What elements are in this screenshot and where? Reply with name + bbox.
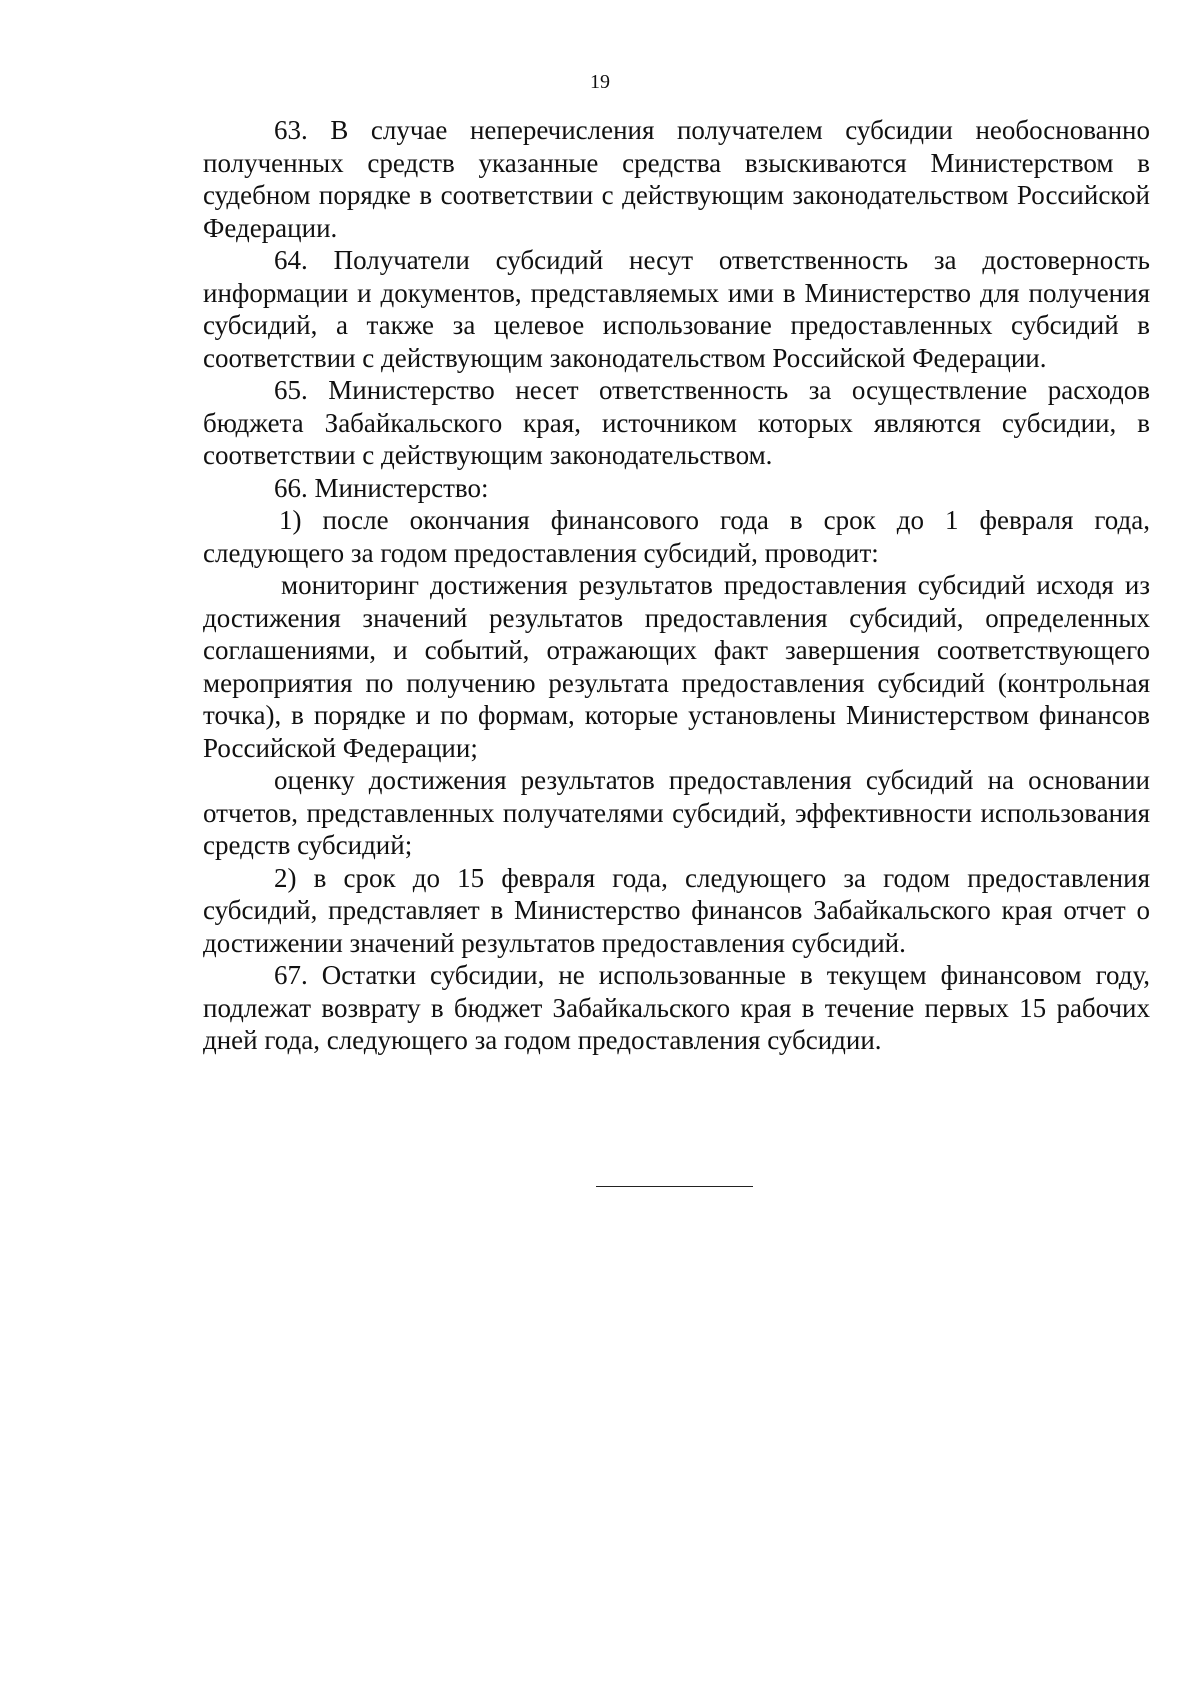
document-body: [203, 114, 1150, 1057]
paragraph-assessment: оценку достижения результатов предоставления субсидий на основании отчетов, представленных получателями субсидий, эффективности использования средств субсидий;: [203, 765, 1150, 860]
paragraph-monitoring: мониторинг достижения результатов предоставления субсидий исходя из достижения значений результатов предоставления субсидий, определенных соглашениями, и событий, отражающих факт завершения соответствующего мероприятия по получению результата предоставления субсидий (контрольная точка), в порядке и по формам, которые установлены Министерством финансов Российской Федерации;: [203, 570, 1150, 763]
paragraph-66-heading: 66. Министерство:: [274, 472, 489, 503]
paragraph-63: 63. В случае неперечисления получателем субсидии необоснованно полученных средств указанные средства взыскиваются Министерством в судебном порядке в соответствии с действующим законодательством Российской Федерации.: [203, 115, 1150, 243]
page-number: 19: [590, 71, 610, 93]
paragraph-64: 64. Получатели субсидий несут ответственность за достоверность информации и документов, представляемых ими в Министерство для получения субсидий, а также за целевое использование предоставленных субсидий в соответствии с действующим законодательством Российской Федерации.: [203, 245, 1150, 373]
paragraph-66-item-2: 2) в срок до 15 февраля года, следующего за годом предоставления субсидий, представляет в Министерство финансов Забайкальского края отчет о достижении значений результатов предоставления субсидий.: [203, 862, 1150, 958]
paragraph-66-item-1: 1) после окончания финансового года в срок до 1 февраля года, следующего за годом предоставления субсидий, проводит:: [203, 505, 1150, 568]
paragraph-67: 67. Остатки субсидии, не использованные в текущем финансовом году, подлежат возврату в бюджет Забайкальского края в течение первых 15 рабочих дней года, следующего за годом предоставления субсидии.: [203, 960, 1150, 1055]
paragraph-65: 65. Министерство несет ответственность за осуществление расходов бюджета Забайкальского края, источником которых являются субсидии, в соответствии с действующим законодательством.: [203, 375, 1150, 470]
end-of-text-rule: [596, 1186, 753, 1187]
